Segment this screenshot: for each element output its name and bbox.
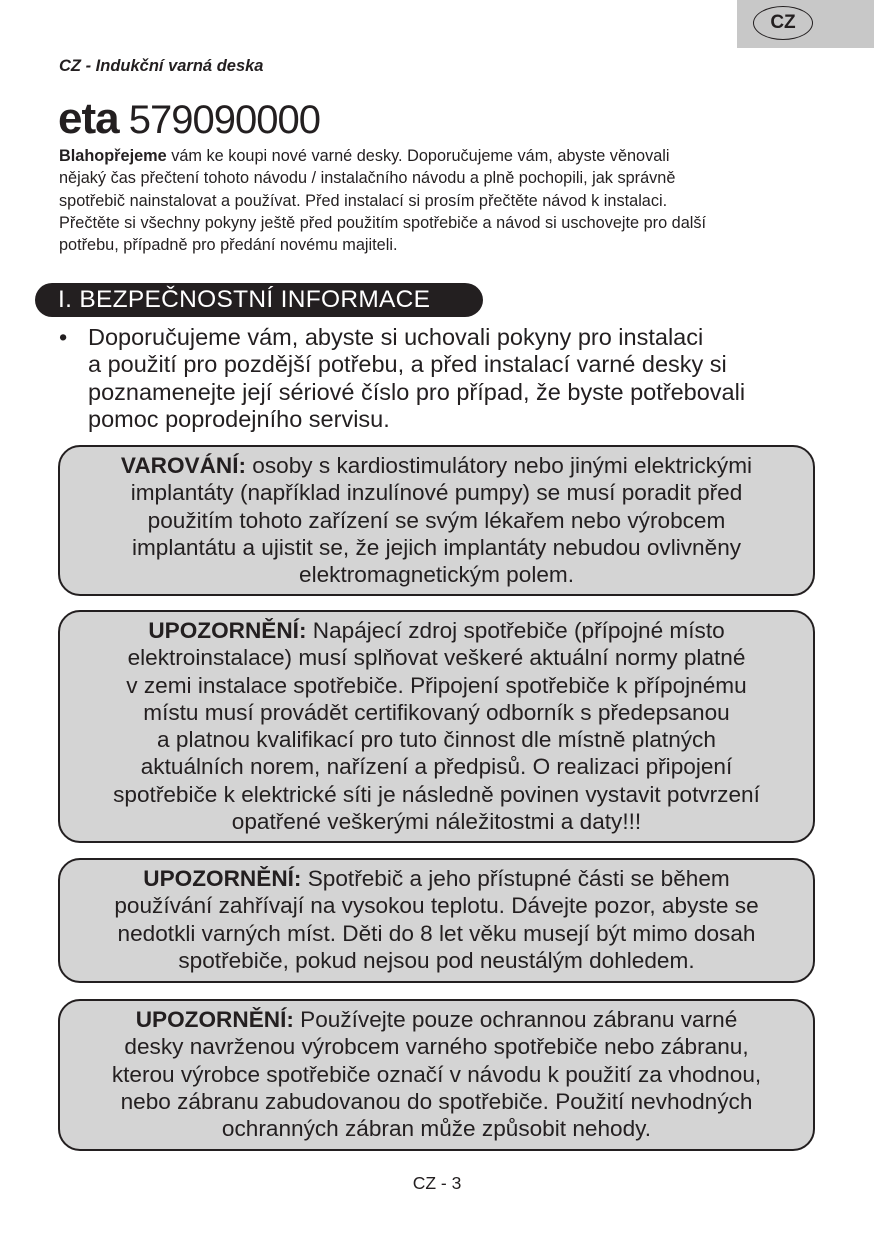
- intro-line: potřebu, případně pro předání novému majiteli.: [59, 236, 398, 255]
- box-line: Spotřebič a jeho přístupné části se během: [301, 866, 730, 891]
- box-line: Používejte pouze ochrannou zábranu varné: [293, 1007, 738, 1032]
- intro-bold: Blahopřejeme: [59, 147, 167, 165]
- box-line: desky navrženou výrobcem varného spotřebiče nebo zábranu,: [124, 1034, 749, 1060]
- warning-box: [58, 445, 815, 596]
- box-line: implantáty (například inzulínové pumpy) se musí poradit před: [130, 480, 743, 506]
- bullet-line: poznamenejte její sériové číslo pro případ, že byste potřebovali: [88, 378, 746, 405]
- bullet-icon: •: [59, 324, 68, 350]
- box-line: nebo zábranu zabudovanou do spotřebiče. Použití nevhodných: [120, 1088, 753, 1114]
- warning-label: VAROVÁNÍ:: [120, 453, 247, 478]
- box-line: osoby s kardiostimulátory nebo jinými elektrickými: [246, 453, 753, 478]
- box-line: místu musí provádět certifikovaný odborník s předepsanou: [143, 699, 730, 725]
- section-heading: I. BEZPEČNOSTNÍ INFORMACE: [35, 283, 483, 317]
- bullet-line: Doporučujeme vám, abyste si uchovali pokyny pro instalaci: [88, 324, 704, 350]
- intro-line: Přečtěte si všechny pokyny ještě před použitím spotřebiče a návod si uschovejte pro další: [59, 213, 707, 232]
- language-badge: CZ: [753, 6, 813, 40]
- intro-line: vám ke koupi nové varné desky. Doporučujeme vám, abyste věnovali: [166, 147, 670, 165]
- box-line: elektroinstalace) musí splňovat veškeré aktuální normy platné: [127, 645, 746, 671]
- document-subtitle: CZ - Indukční varná deska: [59, 57, 264, 75]
- brand-logo: eta: [58, 94, 119, 143]
- box-line: opatřené veškerými náležitostmi a daty!!!: [231, 809, 642, 835]
- box-line: použitím tohoto zařízení se svým lékařem nebo výrobcem: [147, 507, 726, 533]
- box-line: aktuálních norem, nařízení a předpisů. O realizaci připojení: [140, 754, 733, 780]
- box-line: ochranných zábran může způsobit nehody.: [221, 1116, 652, 1142]
- model-number: 579090000: [128, 98, 320, 142]
- brand-heading: [58, 96, 320, 143]
- page-number: CZ - 3: [412, 1173, 462, 1193]
- intro-line: nějaký čas přečtení tohoto návodu / instalačního návodu a plně pochopili, jak správně: [59, 169, 676, 188]
- box-line: implantátu a ujistit se, že jejich implantáty nebudou ovlivněny: [131, 534, 742, 560]
- box-line: Napájecí zdroj spotřebiče (přípojné místo: [306, 618, 725, 643]
- box-line: elektromagnetickým polem.: [299, 562, 574, 588]
- box-line: kterou výrobce spotřebiče označí v návodu k použití za vhodnou,: [111, 1061, 762, 1087]
- box-line: v zemi instalace spotřebiče. Připojení spotřebiče k přípojnému: [126, 672, 747, 698]
- caution-label: UPOZORNĚNÍ:: [135, 1007, 294, 1032]
- language-tab: [737, 0, 874, 48]
- box-line: spotřebiče, pokud nejsou pod neustálým dohledem.: [178, 947, 695, 973]
- bullet-line: pomoc poprodejního servisu.: [88, 405, 390, 432]
- bullet-line: a použití pro pozdější potřebu, a před instalací varné desky si: [88, 351, 727, 378]
- caution-label: UPOZORNĚNÍ:: [143, 866, 302, 891]
- intro-line: spotřebič nainstalovat a používat. Před instalací si prosím přečtěte návod k instalaci.: [59, 191, 668, 210]
- caution-box-heat: [58, 858, 815, 983]
- box-line: a platnou kvalifikací pro tuto činnost dle místně platných: [157, 727, 716, 753]
- caution-label: UPOZORNĚNÍ:: [148, 618, 307, 643]
- box-line: používání zahřívají na vysokou teplotu. Dávejte pozor, abyste se: [114, 893, 759, 919]
- caution-box-power: [58, 610, 815, 843]
- box-line: spotřebiče k elektrické síti je následně povinen vystavit potvrzení: [113, 781, 760, 807]
- caution-box-guard: [58, 999, 815, 1151]
- box-line: nedotkli varných míst. Děti do 8 let věku musejí být mimo dosah: [117, 920, 756, 946]
- bullet-item: [59, 324, 745, 433]
- intro-paragraph: [59, 145, 849, 256]
